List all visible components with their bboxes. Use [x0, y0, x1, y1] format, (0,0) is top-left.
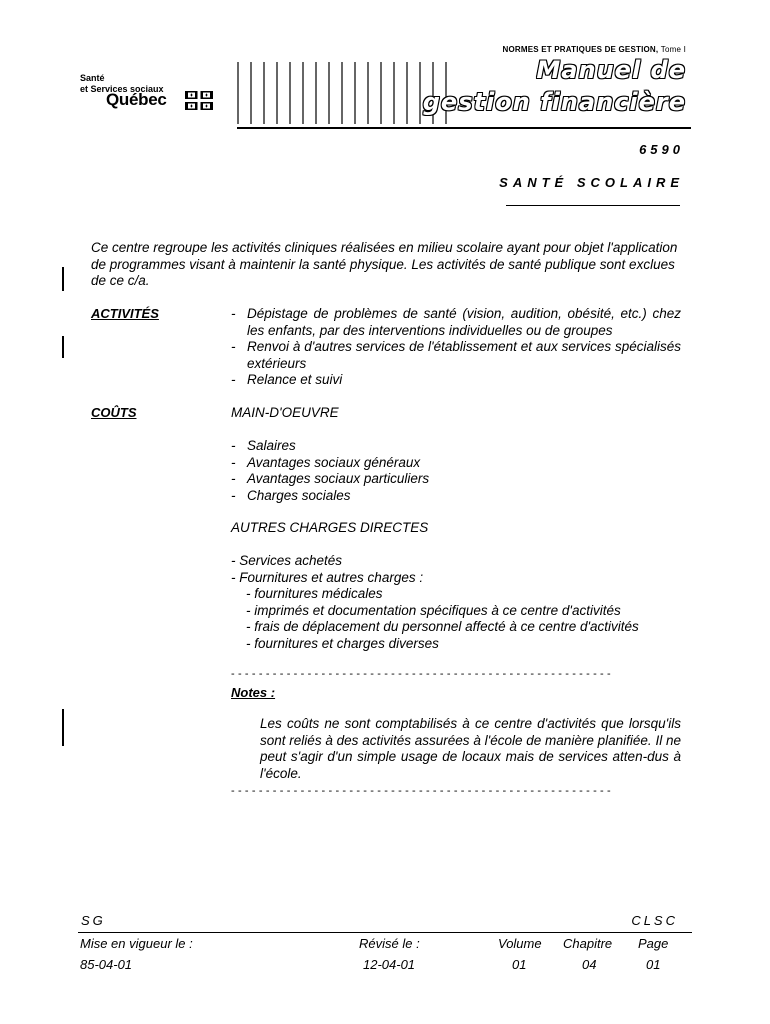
section-title-underline [506, 205, 680, 206]
header-divider [237, 127, 691, 129]
list-item: - Avantages sociaux généraux [231, 455, 681, 472]
list-item: - imprimés et documentation spécifiques à ce centre d'activités [246, 602, 621, 618]
norms-label: NORMES ET PRATIQUES DE GESTION, [502, 45, 659, 54]
list-item: - Relance et suivi [231, 372, 681, 389]
cout-text: Salaires [247, 438, 296, 453]
list-item: - Services achetés [231, 553, 343, 568]
mise-en-vigueur-value: 85-04-01 [80, 957, 133, 972]
notes-title: Notes : [231, 685, 276, 700]
activites-list [231, 306, 681, 389]
manual-title-line1: Manuel de [536, 56, 686, 84]
list-item: - Salaires [231, 438, 681, 455]
logo-line-services: et Services sociaux [80, 84, 164, 94]
page-label: Page [638, 936, 669, 951]
intro-paragraph: Ce centre regroupe les activités cliniques réalisées en milieu scolaire ayant pour objet l'application de programmes visant à maintenir la santé physique. Les activités de santé publique sont exclues de ce c/a. [91, 240, 678, 288]
revision-bar [62, 267, 64, 291]
list-item: - Fournitures et autres charges : [231, 569, 424, 585]
decorative-vertical-bars [237, 62, 449, 124]
list-item: - Dépistage de problèmes de santé (vision, audition, obésité, etc.) chez les enfants, par des interventions individuelles ou de groupes [231, 306, 681, 338]
logo-line-sante: Santé [80, 73, 105, 83]
header-norms [502, 45, 686, 54]
main-oeuvre-list [231, 438, 681, 504]
activite-text: Relance et suivi [247, 372, 343, 387]
activite-text: Dépistage de problèmes de santé (vision, audition, obésité, etc.) chez les enfants, par des interventions individuelles ou de groupes [247, 306, 681, 338]
section-title: SANTÉ SCOLAIRE [499, 175, 684, 190]
logo-quebec: Québec [106, 90, 167, 109]
revise-value: 12-04-01 [363, 957, 416, 972]
footer-right-code: CLSC [631, 913, 678, 928]
main-oeuvre-title: MAIN-D'OEUVRE [231, 405, 339, 420]
tome-label: Tome I [660, 45, 686, 54]
revise-label: Révisé le : [359, 936, 420, 951]
footer-left-code: SG [81, 913, 106, 928]
notes-text: Les coûts ne sont comptabilisés à ce centre d'activités que lorsqu'ils sont reliés à des activités assurées à l'école de manière planifiée. Il ne peut s'agir d'un simple usage de locaux mais de services atten-dus à l'école. [260, 716, 681, 781]
list-item: - fournitures médicales [246, 586, 383, 601]
list-item: - Avantages sociaux particuliers [231, 471, 681, 488]
activite-text: Renvoi à d'autres services de l'établissement et aux services spécialisés extérieurs [247, 339, 681, 371]
notes-separator-bottom: ------------------------------------------------------- [231, 785, 614, 797]
cout-text: Avantages sociaux particuliers [247, 471, 430, 486]
quebec-flag-icon [185, 91, 213, 110]
notes-separator-top: ------------------------------------------------------- [231, 668, 614, 680]
activites-label: ACTIVITÉS [91, 306, 159, 321]
autres-charges-list [231, 553, 639, 652]
couts-label: COÛTS [91, 405, 137, 420]
mise-en-vigueur-label: Mise en vigueur le : [80, 936, 193, 951]
volume-label: Volume [498, 936, 542, 951]
revision-bar [62, 709, 64, 746]
cout-text: Charges sociales [247, 487, 351, 503]
cout-text: Avantages sociaux généraux [247, 454, 421, 470]
list-item: - fournitures et charges diverses [246, 635, 439, 651]
list-item: - frais de déplacement du personnel affecté à ce centre d'activités [246, 619, 639, 634]
autres-charges-title: AUTRES CHARGES DIRECTES [231, 520, 429, 535]
section-code: 6590 [639, 142, 684, 157]
list-item: - Renvoi à d'autres services de l'établissement et aux services spécialisés extérieurs [231, 339, 681, 371]
list-item: - Charges sociales [231, 488, 681, 505]
manual-title-line2: gestion financière [422, 88, 686, 116]
chapitre-label: Chapitre [563, 936, 613, 951]
chapitre-value: 04 [582, 957, 597, 972]
page-value: 01 [646, 957, 661, 972]
revision-bar [62, 336, 64, 358]
footer-divider [78, 932, 692, 933]
volume-value: 01 [512, 957, 527, 972]
